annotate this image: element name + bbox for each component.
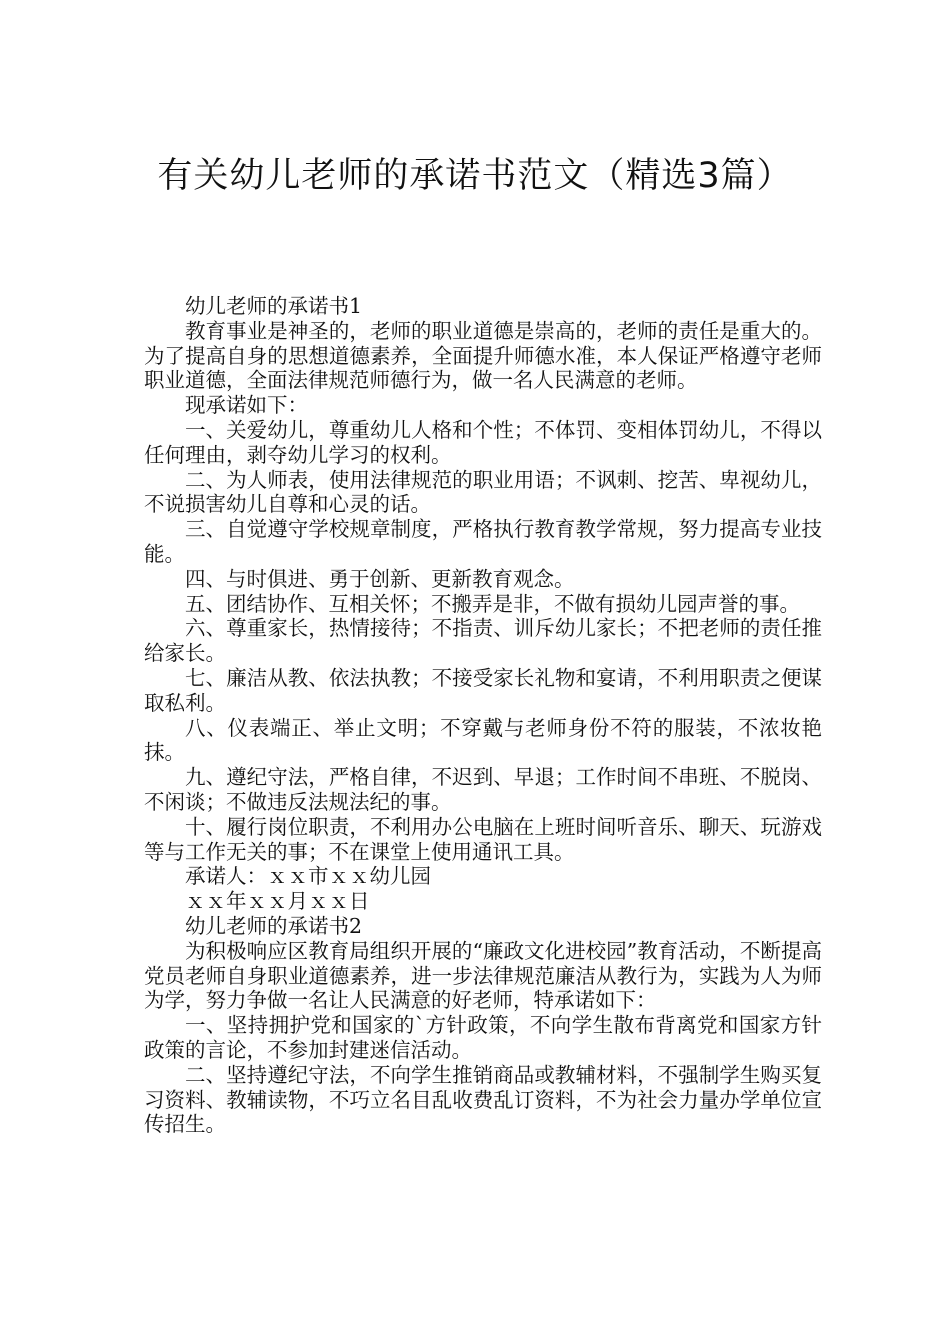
document-title: 有关幼儿老师的承诺书范文（精选3篇） xyxy=(157,156,793,197)
paragraph-pledge-lead: 现承诺如下： xyxy=(185,393,308,418)
paragraph-intro-1: 教育事业是神圣的，老师的职业道德是崇高的，老师的责任是重大的。为了提高自身的思想道德素养，全面提升师德水准，本人保证严格遵守老师职业道德，全面法律规范师德行为，做一名人民满意的老师。 xyxy=(144,318,822,393)
pledge-item-5: 五、团结协作、互相关怀；不搬弄是非，不做有损幼儿园声誉的事。 xyxy=(185,591,800,616)
section-heading-1: 幼儿老师的承诺书1 xyxy=(185,294,363,318)
signatory-line: 承诺人：ｘｘ市ｘｘ幼儿园 xyxy=(185,864,431,889)
paragraph-intro-2: 为积极响应区教育局组织开展的“廉政文化进校园”教育活动，不断提高党员老师自身职业道德素养，进一步法律规范廉洁从教行为，实践为人为师为学，努力争做一名让人民满意的好老师，特承诺如下： xyxy=(144,938,822,1013)
pledge2-item-2: 二、坚持遵纪守法，不向学生推销商品或教辅材料，不强制学生购买复习资料、教辅读物，不巧立名目乱收费乱订资料，不为社会力量办学单位宣传招生。 xyxy=(144,1062,822,1137)
document-body xyxy=(144,294,822,1137)
pledge-item-10: 十、履行岗位职责，不利用办公电脑在上班时间听音乐、聊天、玩游戏等与工作无关的事；不在课堂上使用通讯工具。 xyxy=(144,814,822,864)
pledge-item-6: 六、尊重家长，热情接待；不指责、训斥幼儿家长；不把老师的责任推给家长。 xyxy=(144,616,822,666)
pledge-item-3: 三、自觉遵守学校规章制度，严格执行教育教学常规，努力提高专业技能。 xyxy=(144,517,822,566)
date-line: ｘｘ年ｘｘ月ｘｘ日 xyxy=(185,889,370,914)
pledge-item-4: 四、与时俱进、勇于创新、更新教育观念。 xyxy=(185,566,575,591)
pledge2-item-1: 一、坚持拥护党和国家的`方针政策，不向学生散布背离党和国家方针政策的言论，不参加封建迷信活动。 xyxy=(144,1013,822,1062)
pledge-item-7: 七、廉洁从教、依法执教；不接受家长礼物和宴请，不利用职责之便谋取私利。 xyxy=(144,665,822,715)
pledge-item-9: 九、遵纪守法，严格自律，不迟到、早退；工作时间不串班、不脱岗、不闲谈；不做违反法规法纪的事。 xyxy=(144,765,822,814)
pledge-item-1: 一、关爱幼儿，尊重幼儿人格和个性；不体罚、变相体罚幼儿，不得以任何理由，剥夺幼儿学习的权利。 xyxy=(144,417,822,467)
pledge-item-8: 八、仪表端正、举止文明；不穿戴与老师身份不符的服装，不浓妆艳抹。 xyxy=(144,715,822,765)
pledge-item-2: 二、为人师表，使用法律规范的职业用语；不讽刺、挖苦、卑视幼儿，不说损害幼儿自尊和心灵的话。 xyxy=(144,467,822,517)
section-heading-2: 幼儿老师的承诺书2 xyxy=(185,913,363,938)
